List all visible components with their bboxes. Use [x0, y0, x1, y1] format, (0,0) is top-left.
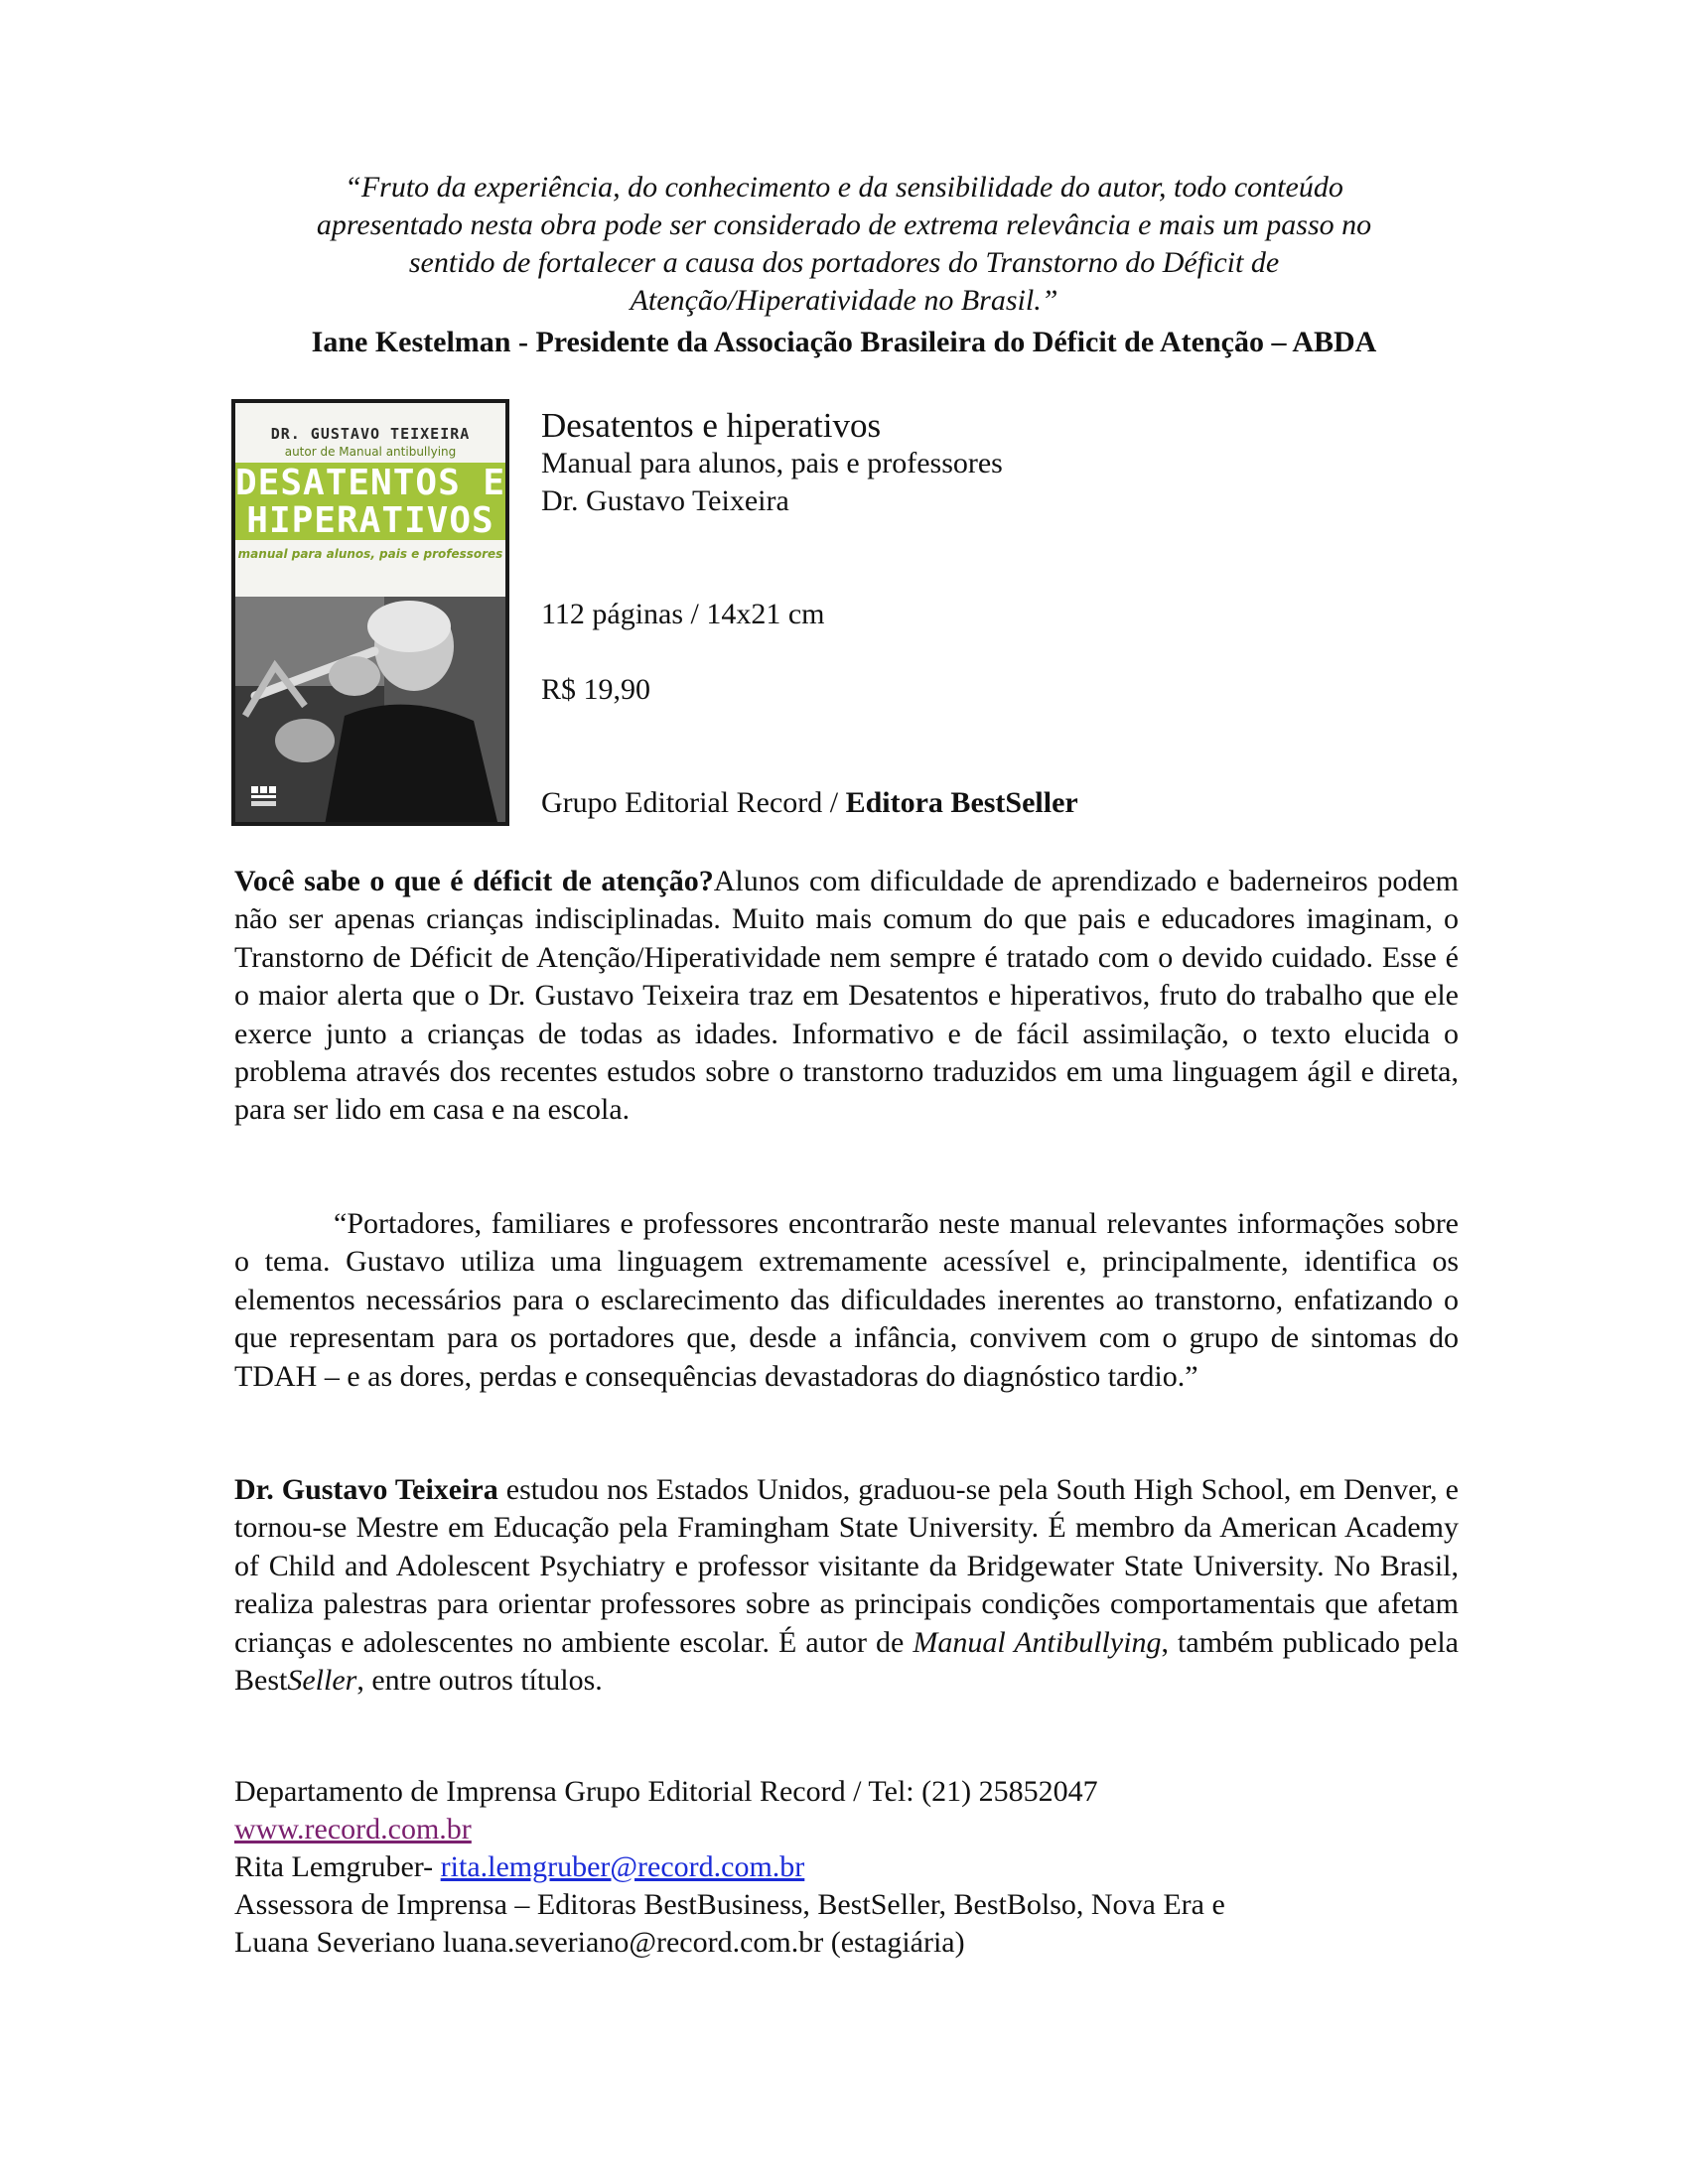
- luana-contact-line: Luana Severiano luana.severiano@record.com.br (estagiária): [234, 1926, 965, 1959]
- quote-line: “Fruto da experiência, do conhecimento e da sensibilidade do autor, todo conteúdo: [345, 171, 1343, 204]
- publisher-imprint: Editora BestSeller: [845, 786, 1078, 819]
- cover-tagline: manual para alunos, pais e professores: [237, 547, 503, 561]
- website-line: [234, 1811, 472, 1848]
- bio-text: , também publicado pela Best: [234, 1625, 1459, 1698]
- bio-seller: Seller: [287, 1664, 357, 1698]
- rita-contact-line: [234, 1848, 804, 1886]
- cover-title-line: DESATENTOS E: [235, 463, 506, 503]
- bestseller-logo-icon: [251, 786, 277, 808]
- book-publisher: [541, 784, 1078, 822]
- book-price: R$ 19,90: [541, 673, 651, 706]
- website-link[interactable]: www.record.com.br: [234, 1813, 472, 1845]
- book-cover-image: [231, 399, 509, 826]
- quote-attribution: Iane Kestelman - Presidente da Associação Brasileira do Déficit de Atenção – ABDA: [311, 326, 1377, 358]
- bio-name: Dr. Gustavo Teixeira: [234, 1473, 498, 1506]
- cover-title-line: HIPERATIVOS: [246, 500, 494, 541]
- bio-text: estudou nos Estados Unidos, graduou-se pela South High School, em Denver, e tornou-se Mestre em Educação pela Framingham State University. É membro da American Academy of Child and Adolescent Psychiatry e professor visitante da Bridgewater State University. No Brasil, realiza palestras para orientar professores sobre as principais condições comportamentais que afetam crianças e adolescentes no ambiente escolar. É autor de: [234, 1473, 1459, 1659]
- review-quote-paragraph: “Portadores, familiares e professores encontrarão neste manual relevantes informações sobre o tema. Gustavo utiliza uma linguagem extremamente acessível e, principalmente, identifica os elementos necessários para o esclarecimento das dificuldades inerentes ao transtorno, enfatizando o que representam para os portadores que, desde a infância, convivem com o grupo de sintomas do TDAH – e as dores, perdas e consequências devastadoras do diagnóstico tardio.”: [234, 1207, 1459, 1393]
- endorsement-quote: [199, 169, 1489, 320]
- bio-text: , entre outros títulos.: [356, 1664, 603, 1698]
- book-subtitle: Manual para alunos, pais e professores: [541, 447, 1003, 479]
- synopsis-lead: Você sabe o que é déficit de atenção?: [234, 865, 714, 897]
- publisher-group: Grupo Editorial Record /: [541, 786, 846, 819]
- author-bio-paragraph: [234, 1471, 1459, 1700]
- book-author: Dr. Gustavo Teixeira: [541, 484, 789, 517]
- synopsis-text: Alunos com dificuldade de aprendizado e baderneiros podem não ser apenas crianças indisciplinadas. Muito mais comum do que pais e educadores imaginam, o Transtorno de Déficit de Atenção/Hiperatividade nem sempre é tratado com o devido cuidado. Esse é o maior alerta que o Dr. Gustavo Teixeira traz em Desatentos e hiperativos, fruto do trabalho que ele exerce junto a crianças de todas as idades. Informativo e de fácil assimilação, o texto elucida o problema através dos recentes estudos sobre o transtorno traduzidos em uma linguagem ágil e direta, para ser lido em casa e na escola.: [234, 865, 1459, 1127]
- assessora-line: Assessora de Imprensa – Editoras BestBusiness, BestSeller, BestBolso, Nova Era e: [234, 1888, 1225, 1921]
- press-department-line: Departamento de Imprensa Grupo Editorial Record / Tel: (21) 25852047: [234, 1775, 1098, 1808]
- quote-line: sentido de fortalecer a causa dos portadores do Transtorno do Déficit de: [408, 246, 1280, 279]
- quote-line: apresentado nesta obra pode ser considerado de extrema relevância e mais um passo no: [316, 208, 1372, 241]
- cover-author: DR. GUSTAVO TEIXEIRA: [270, 425, 471, 443]
- book-title: Desatentos e hiperativos: [541, 406, 882, 445]
- cover-subtitle: autor de Manual antibullying: [284, 445, 457, 459]
- quote-line: Atenção/Hiperatividade no Brasil.”: [630, 284, 1058, 317]
- rita-name: Rita Lemgruber-: [234, 1850, 441, 1883]
- book-specs: 112 páginas / 14x21 cm: [541, 598, 825, 630]
- bio-book-title: Manual Antibullying: [913, 1625, 1162, 1659]
- synopsis-paragraph: [234, 863, 1459, 1130]
- rita-email-link[interactable]: rita.lemgruber@record.com.br: [440, 1850, 805, 1883]
